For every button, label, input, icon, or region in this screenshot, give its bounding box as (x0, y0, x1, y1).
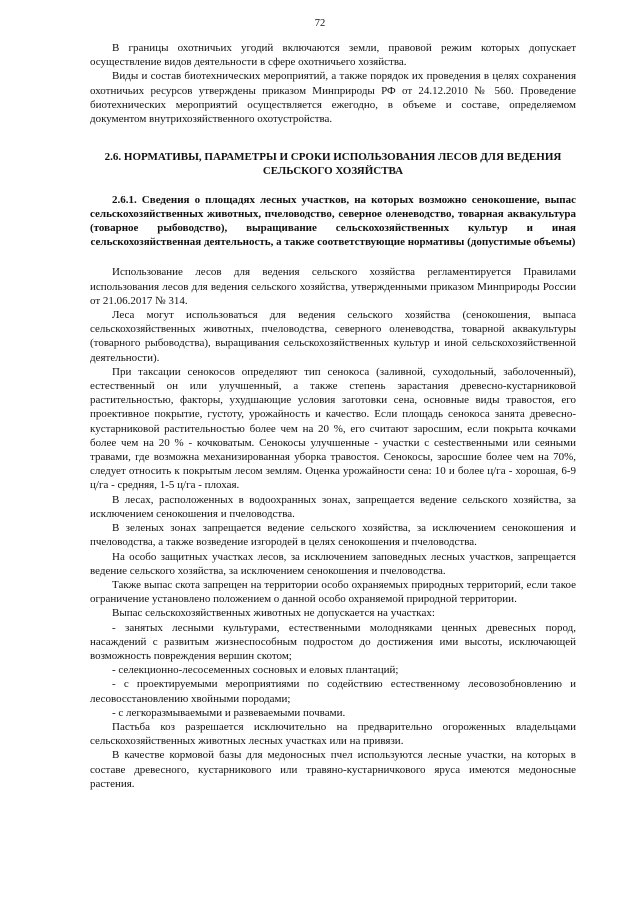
body-paragraph: Использование лесов для ведения сельского хозяйства регламентируется Правилами использования лесов для ведения сельского хозяйства, утвержденными приказом Минприроды России от 21.06.2017 № 314. (90, 266, 576, 307)
closing-paragraph: Пастьба коз разрешается исключительно на предварительно огороженных владельцами сельскохозяйственных животных лесных участках или на привязи. (90, 720, 576, 748)
heading-spacer (90, 249, 576, 265)
section-heading: 2.6. НОРМАТИВЫ, ПАРАМЕТРЫ И СРОКИ ИСПОЛЬЗОВАНИЯ ЛЕСОВ ДЛЯ ВЕДЕНИЯ СЕЛЬСКОГО ХОЗЯЙСТВА (104, 151, 562, 178)
intro-paragraph: Виды и состав биотехнических мероприятий, а также порядок их проведения в целях сохранения охотничьих ресурсов утверждены приказом Минприроды РФ от 24.12.2010 № 560. Проведение биотехнических мероприятий осуществляется ежегодно, в объеме и составе, определяемом документом внутрихозяйственного охотустройства. (90, 70, 576, 126)
body-paragraph: При таксации сенокосов определяют тип сенокоса (заливной, суходольный, заболоченный), естественный он или улучшенный, а также степень зарастания древесно-кустарниковой растительностью, факторы, ухудшающие условия заготовки сена, основные виды травостоя, его проективное покрытие, густоту, урожайность и качество. Если площадь сенокоса занята древесно-кустарниковой растительностью более чем на 20 %, его считают заросшим, если покрыта кочками более чем на 20 % - кочковатым. Сенокосы улучшенные - участки с сеstественными или сеяными травами, где возможна механизированная уборка травостоя. Сенокосы, заросшие более чем на 70%, следует относить к покрытым лесом землям. Оценка урожайности сена: 10 и более ц/га - хорошая, 6-9 ц/га - средняя, 1-5 ц/га - плохая. (90, 365, 576, 492)
closing-paragraph: В качестве кормовой базы для медоносных пчел используются лесные участки, на которых в составе древесного, кустарникового или травяно-кустарничкового яруса имеются медоносные растения. (90, 749, 576, 790)
body-paragraph: В лесах, расположенных в водоохранных зонах, запрещается ведение сельского хозяйства, за исключением сенокошения и пчеловодства. (90, 493, 576, 520)
list-item: - селекционно-лесосеменных сосновых и еловых плантаций; (112, 664, 399, 677)
body-paragraph: Леса могут использоваться для ведения сельского хозяйства (сенокошения, выпаса сельскохозяйственных животных, пчеловодства, северного оленеводства, товарной аквакультуры (товарного рыбоводства), выращивания сельскохозяйственных культур и иной сельскохозяйственной деятельности). (90, 309, 576, 364)
body-paragraph: Выпас сельскохозяйственных животных не допускается на участках: (112, 607, 435, 620)
subsection-heading: 2.6.1. Сведения о площадях лесных участков, на которых возможно сенокошение, выпас сельскохозяйственных животных, пчеловодство, северное оленеводство, товарная аквакультура (товарное рыбоводство), выращивание сельскохозяйственных культур и иная сельскохозяйственная деятельность, а также соответствующие нормативы (допустимые объемы) (90, 193, 576, 249)
page-content (90, 41, 576, 791)
page-number: 72 (314, 18, 326, 29)
list-item: - с проектируемыми мероприятиями по содействию естественному лесовозобновлению и лесовосстановлению хвойными породами; (90, 678, 576, 705)
intro-paragraph: В границы охотничьих угодий включаются земли, правовой режим которых допускает осуществление видов деятельности в сфере охотничьего хозяйства. (90, 42, 576, 69)
list-item: - с легкоразмываемыми и развеваемыми почвами. (112, 706, 346, 719)
body-paragraph: Также выпас скота запрещен на территории особо охраняемых природных территорий, если такое ограничение установлено положением о данной особо охраняемой природной территории. (90, 578, 576, 606)
body-paragraph: В зеленых зонах запрещается ведение сельского хозяйства, за исключением сенокошения и пчеловодства, а также возведение изгородей в целях сенокошения и пчеловодства. (90, 522, 576, 549)
body-paragraph: На особо защитных участках лесов, за исключением заповедных лесных участков, запрещается ведение сельского хозяйства, за исключением сенокошения и пчеловодства. (90, 550, 576, 577)
list-item: - занятых лесными культурами, естественными молодняками ценных древесных пород, насаждений с развитым жизнеспособным подростом до достижения ими высоты, исключающей возможность повреждения вершин скотом; (90, 621, 576, 662)
